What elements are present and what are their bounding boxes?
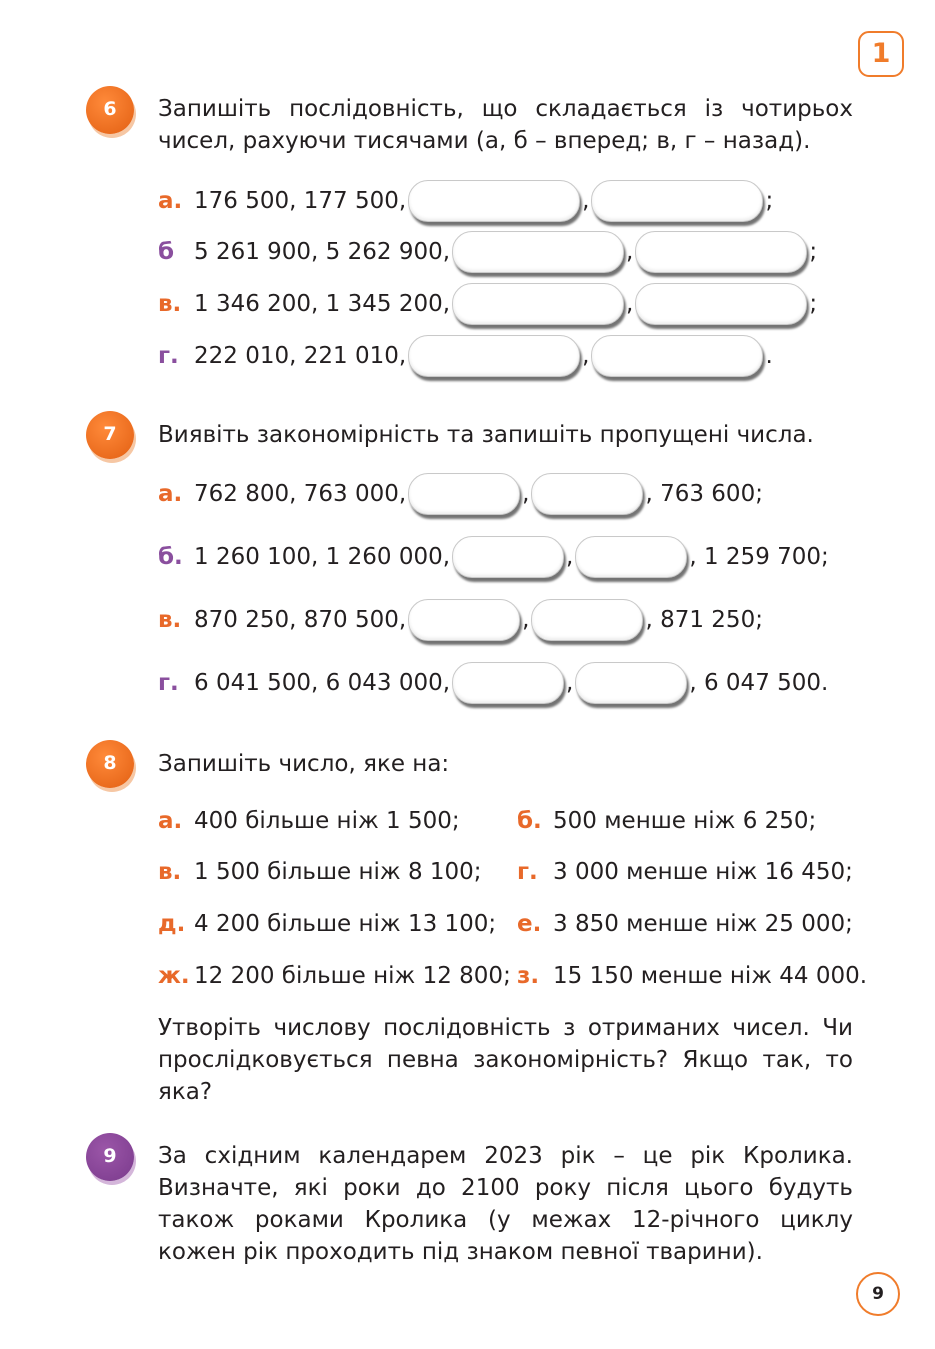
answer-box[interactable]: [452, 662, 564, 704]
exercise-8-badge: 8: [86, 740, 134, 788]
item-end: , 871 250;: [645, 607, 763, 633]
item-end: ;: [809, 239, 818, 265]
item-end: , 1 259 700;: [689, 544, 829, 570]
chapter-badge: 1: [858, 31, 904, 77]
ex8-item-v: [158, 859, 482, 885]
separator: ,: [582, 343, 590, 369]
ex8-item-e: [517, 911, 853, 937]
item-end: , 763 600;: [645, 481, 763, 507]
ex7-item-d: [158, 662, 828, 704]
item-end: , 6 047 500.: [689, 670, 829, 696]
ex6-item-b: [158, 231, 817, 273]
separator: ,: [566, 544, 574, 570]
ex8-item-g: [517, 859, 853, 885]
answer-box[interactable]: [452, 231, 624, 273]
item-text: 762 800, 763 000,: [194, 481, 407, 507]
separator: ,: [626, 239, 634, 265]
item-label: ж.: [158, 963, 190, 989]
item-label: а.: [158, 808, 183, 834]
ex8-item-d: [158, 911, 496, 937]
item-label: в.: [158, 607, 182, 633]
item-label: г.: [158, 343, 179, 369]
item-text: 15 150 менше ніж 44 000.: [553, 963, 868, 989]
item-text: 6 041 500, 6 043 000,: [194, 670, 451, 696]
ex7-item-b: [158, 536, 829, 578]
answer-box[interactable]: [635, 231, 807, 273]
item-text: 222 010, 221 010,: [194, 343, 407, 369]
item-label: в.: [158, 291, 182, 317]
separator: ,: [566, 670, 574, 696]
ex8-item-a: [158, 808, 460, 834]
ex6-item-a: [158, 180, 773, 222]
separator: ,: [582, 188, 590, 214]
item-label: б.: [517, 808, 542, 834]
answer-box[interactable]: [635, 283, 807, 325]
exercise-9-badge: 9: [86, 1133, 134, 1181]
answer-box[interactable]: [452, 536, 564, 578]
item-label: б: [158, 239, 175, 265]
exercise-6-badge: 6: [86, 86, 134, 134]
item-text: 12 200 більше ніж 12 800;: [194, 963, 511, 989]
item-text: 5 261 900, 5 262 900,: [194, 239, 451, 265]
answer-box[interactable]: [408, 335, 580, 377]
item-label: д.: [158, 911, 186, 937]
item-text: 870 250, 870 500,: [194, 607, 407, 633]
item-text: 3 000 менше ніж 16 450;: [553, 859, 853, 885]
ex6-item-c: [158, 283, 817, 325]
item-label: а.: [158, 481, 183, 507]
item-label: в.: [158, 859, 182, 885]
exercise-6-text: Запишіть послідовність, що складається із чотирьох чисел, рахуючи тисячами (а, б – вперед; в, г – назад).: [158, 96, 853, 154]
ex7-item-c: [158, 599, 763, 641]
item-text: 1 500 більше ніж 8 100;: [194, 859, 482, 885]
ex8-item-b: [517, 808, 816, 834]
item-text: 4 200 більше ніж 13 100;: [194, 911, 497, 937]
item-label: г.: [517, 859, 538, 885]
exercise-7-badge: 7: [86, 411, 134, 459]
answer-box[interactable]: [575, 536, 687, 578]
ex8-item-zh: [158, 963, 511, 989]
item-label: а.: [158, 188, 183, 214]
separator: ,: [522, 481, 530, 507]
item-label: г.: [158, 670, 179, 696]
answer-box[interactable]: [591, 180, 763, 222]
exercise-8-followup: Утворіть числову послідовність з отриманих чисел. Чи прослідковується певна закономірність? Якщо так, то яка?: [158, 1015, 853, 1105]
exercise-7-text: Виявіть закономірність та запишіть пропущені числа.: [158, 422, 814, 448]
item-label: б.: [158, 544, 183, 570]
ex8-item-z: [517, 963, 867, 989]
exercise-8-text: Запишіть число, яке на:: [158, 751, 450, 777]
separator: ,: [522, 607, 530, 633]
ex7-item-a: [158, 473, 763, 515]
item-text: 1 346 200, 1 345 200,: [194, 291, 451, 317]
item-end: ;: [809, 291, 818, 317]
answer-box[interactable]: [408, 473, 520, 515]
item-text: 1 260 100, 1 260 000,: [194, 544, 451, 570]
item-text: 3 850 менше ніж 25 000;: [553, 911, 853, 937]
answer-box[interactable]: [531, 599, 643, 641]
answer-box[interactable]: [408, 180, 580, 222]
ex6-item-d: [158, 335, 773, 377]
item-end: ;: [765, 188, 774, 214]
item-end: .: [765, 343, 773, 369]
item-text: 400 більше ніж 1 500;: [194, 808, 460, 834]
answer-box[interactable]: [452, 283, 624, 325]
item-text: 176 500, 177 500,: [194, 188, 407, 214]
item-label: з.: [517, 963, 540, 989]
answer-box[interactable]: [408, 599, 520, 641]
item-label: е.: [517, 911, 542, 937]
exercise-9-text: За східним календарем 2023 рік – це рік Кролика. Визначте, які роки до 2100 року після цього будуть також роками Кролика (у межах 12-річного циклу кожен рік проходить під знаком певної тварини).: [158, 1143, 853, 1265]
answer-box[interactable]: [575, 662, 687, 704]
answer-box[interactable]: [591, 335, 763, 377]
separator: ,: [626, 291, 634, 317]
answer-box[interactable]: [531, 473, 643, 515]
page-number: 9: [856, 1272, 900, 1316]
item-text: 500 менше ніж 6 250;: [553, 808, 817, 834]
